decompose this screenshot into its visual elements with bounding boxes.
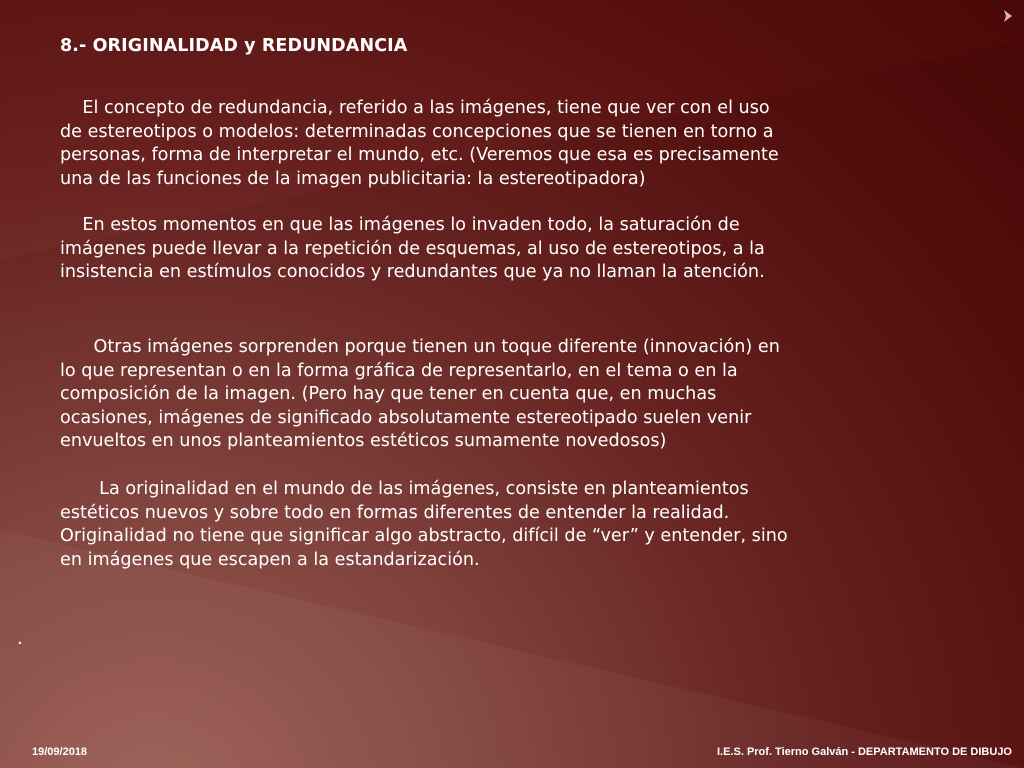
paragraph-line: composición de la imagen. (Pero hay que tener en cuenta que, en muchas [60,384,717,404]
paragraph-saturacion [60,214,980,285]
paragraph-originalidad [60,478,980,572]
footer-date: 19/09/2018 [32,746,88,758]
paragraph-line: insistencia en estímulos conocidos y redundantes que ya no llaman la atención. [60,262,765,282]
paragraph-line: personas, forma de interpretar el mundo, etc. (Veremos que esa es precisamente [60,145,779,165]
paragraph-line: imágenes puede llevar a la repetición de esquemas, al uso de estereotipos, a la [60,238,765,259]
paragraph-otras-imagenes [60,336,980,454]
paragraph-line: una de las funciones de la imagen publicitaria: la estereotipadora) [60,168,646,189]
paragraph-line: Originalidad no tiene que significar algo abstracto, difícil de “ver” y entender, sino [60,526,788,546]
paragraph-line: El concepto de redundancia, referido a las imágenes, tiene que ver con el uso [60,98,770,118]
empty-bullet: . [17,628,23,649]
chevron-right-icon[interactable] [1000,8,1016,24]
paragraph-line: ocasiones, imágenes de significado absolutamente estereotipado suelen venir [60,407,752,428]
paragraph-redundancia [60,97,980,191]
paragraph-line: estéticos nuevos y sobre todo en formas diferentes de entender la realidad. [60,502,730,523]
paragraph-line: envueltos en unos planteamientos estéticos sumamente novedosos) [60,431,667,451]
paragraph-line: Otras imágenes sorprenden porque tienen un toque diferente (innovación) en [60,337,780,357]
paragraph-line: La originalidad en el mundo de las imágenes, consiste en planteamientos [60,479,749,499]
paragraph-line: de estereotipos o modelos: determinadas concepciones que se tienen en torno a [60,121,774,142]
paragraph-line: En estos momentos en que las imágenes lo invaden todo, la saturación de [60,215,740,235]
slide-title: 8.- ORIGINALIDAD y REDUNDANCIA [60,36,408,56]
paragraph-line: lo que representan o en la forma gráfica de representarlo, en el tema o en la [60,360,738,381]
paragraph-line: en imágenes que escapen a la estandarización. [60,549,480,570]
footer-organization: I.E.S. Prof. Tierno Galván - DEPARTAMENTO DE DIBUJO [716,746,1012,758]
